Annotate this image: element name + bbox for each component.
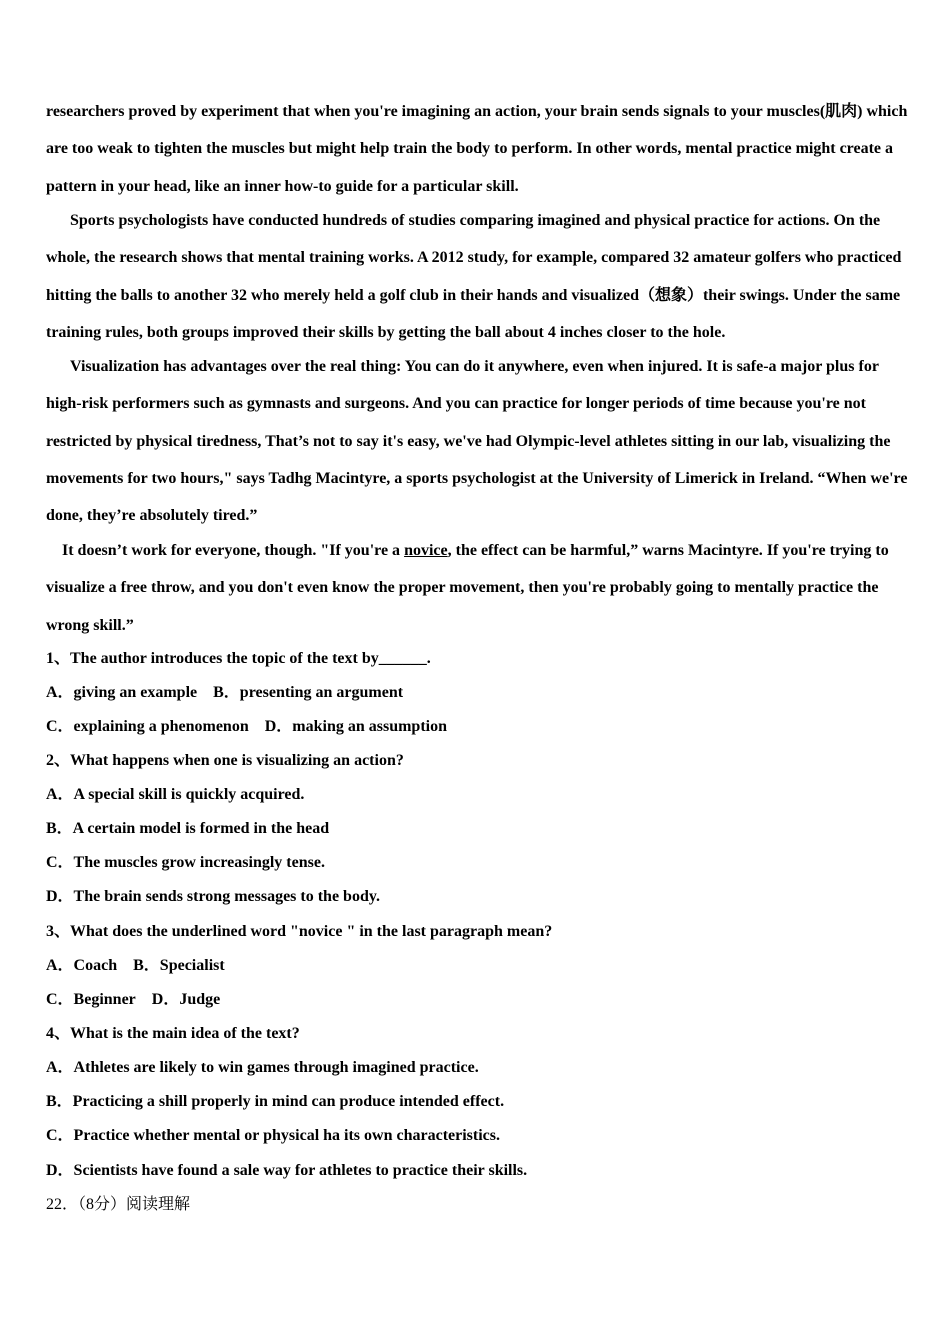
paragraph-4-text-end: , the effect can be harmful,” warns Macintyre. If you're trying to visualize a free throw, and you don't even know the proper movement, then you're probably going to mentally practice the wrong skill.”	[46, 542, 889, 634]
passage-paragraph-4	[46, 532, 916, 644]
question-1-option-c[interactable]: C．explaining a phenomenon	[46, 718, 249, 735]
question-4-option-b[interactable]: B．Practicing a shill properly in mind can produce intended effect.	[46, 1093, 505, 1110]
question-3-option-a[interactable]: A．Coach	[46, 957, 118, 974]
paragraph-1-text: researchers proved by experiment that when you're imagining an action, your brain sends signals to your muscles(肌肉) which are too weak to tighten the muscles but might help train the body to perform. In other words, mental practice might create a pattern in your head, like an inner how-to guide for a particular skill.	[46, 103, 908, 195]
underlined-word-novice: novice	[404, 542, 448, 559]
paragraph-3-text: Visualization has advantages over the real thing: You can do it anywhere, even when injured. It is safe-a major plus for high-risk performers such as gymnasts and surgeons. And you can practice for longer periods of time because you're not restricted by physical tiredness, That’s not to say it's easy, we've had Olympic-level athletes sitting in our lab, visualizing the movements for two hours," says Tadhg Macintyre, a sports psychologist at the University of Limerick in Ireland. “When we're done, they’re absolutely tired.”	[46, 358, 908, 525]
paragraph-2-text: Sports psychologists have conducted hundreds of studies comparing imagined and physical practice for actions. On the whole, the research shows that mental training works. A 2012 study, for example, compared 32 amateur golfers who practiced hitting the balls to another 32 who merely held a golf club in their hands and visualized（想象）their swings. Under the same training rules, both groups improved their skills by getting the ball about 4 inches closer to the hole.	[46, 212, 902, 341]
question-3-options-row-1	[46, 956, 926, 976]
question-1-stem: 1、The author introduces the topic of the text by______.	[46, 650, 431, 667]
question-4-option-d[interactable]: D．Scientists have found a sale way for athletes to practice their skills.	[46, 1162, 528, 1179]
question-1-option-d[interactable]: D．making an assumption	[264, 718, 447, 735]
next-section-heading: 22．（8分）阅读理解	[46, 1196, 191, 1213]
question-2-option-c[interactable]: C．The muscles grow increasingly tense.	[46, 854, 325, 871]
question-4-option-c[interactable]: C．Practice whether mental or physical ha its own characteristics.	[46, 1127, 500, 1144]
passage-paragraph-2	[46, 202, 916, 351]
question-2-stem: 2、What happens when one is visualizing an action?	[46, 752, 404, 769]
question-1-option-a[interactable]: A．giving an example	[46, 684, 198, 701]
question-4-option-a[interactable]: A．Athletes are likely to win games through imagined practice.	[46, 1059, 479, 1076]
question-3-stem: 3、What does the underlined word "novice " in the last paragraph mean?	[46, 923, 553, 940]
passage-paragraph-3	[46, 348, 916, 534]
question-1-options-row-1	[46, 683, 926, 703]
question-2-option-a[interactable]: A．A special skill is quickly acquired.	[46, 786, 305, 803]
question-2-option-b[interactable]: B．A certain model is formed in the head	[46, 820, 330, 837]
question-1-option-b[interactable]: B．presenting an argument	[213, 684, 404, 701]
paragraph-4-text-start: It doesn’t work for everyone, though. "If you're a	[62, 542, 405, 559]
question-3-option-c[interactable]: C．Beginner	[46, 991, 136, 1008]
question-4-stem: 4、What is the main idea of the text?	[46, 1025, 300, 1042]
question-3-option-d[interactable]: D．Judge	[151, 991, 221, 1008]
question-1-options-row-2	[46, 717, 926, 737]
question-2-option-d[interactable]: D．The brain sends strong messages to the body.	[46, 888, 380, 905]
question-3-option-b[interactable]: B．Specialist	[133, 957, 225, 974]
question-3-options-row-2	[46, 990, 926, 1010]
passage-paragraph-1	[46, 93, 916, 205]
